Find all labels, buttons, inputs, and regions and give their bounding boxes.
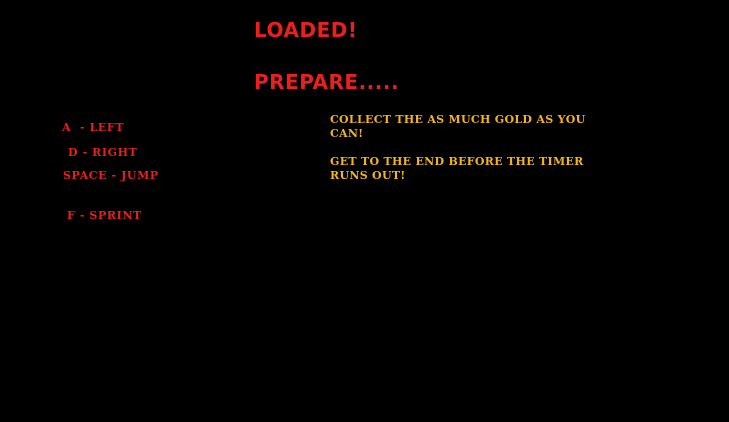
loaded-heading: LOADED! (254, 18, 358, 42)
control-jump: SPACE - JUMP (63, 169, 159, 182)
objective-collect-gold: COLLECT THE AS MUCH GOLD AS YOU CAN! (330, 113, 586, 140)
control-sprint: F - SPRINT (67, 209, 142, 222)
control-left: A - LEFT (62, 121, 125, 134)
control-right: D - RIGHT (68, 146, 138, 159)
objective-beat-timer: GET TO THE END BEFORE THE TIMER RUNS OUT! (330, 155, 584, 182)
prepare-heading: PREPARE..... (254, 70, 400, 94)
